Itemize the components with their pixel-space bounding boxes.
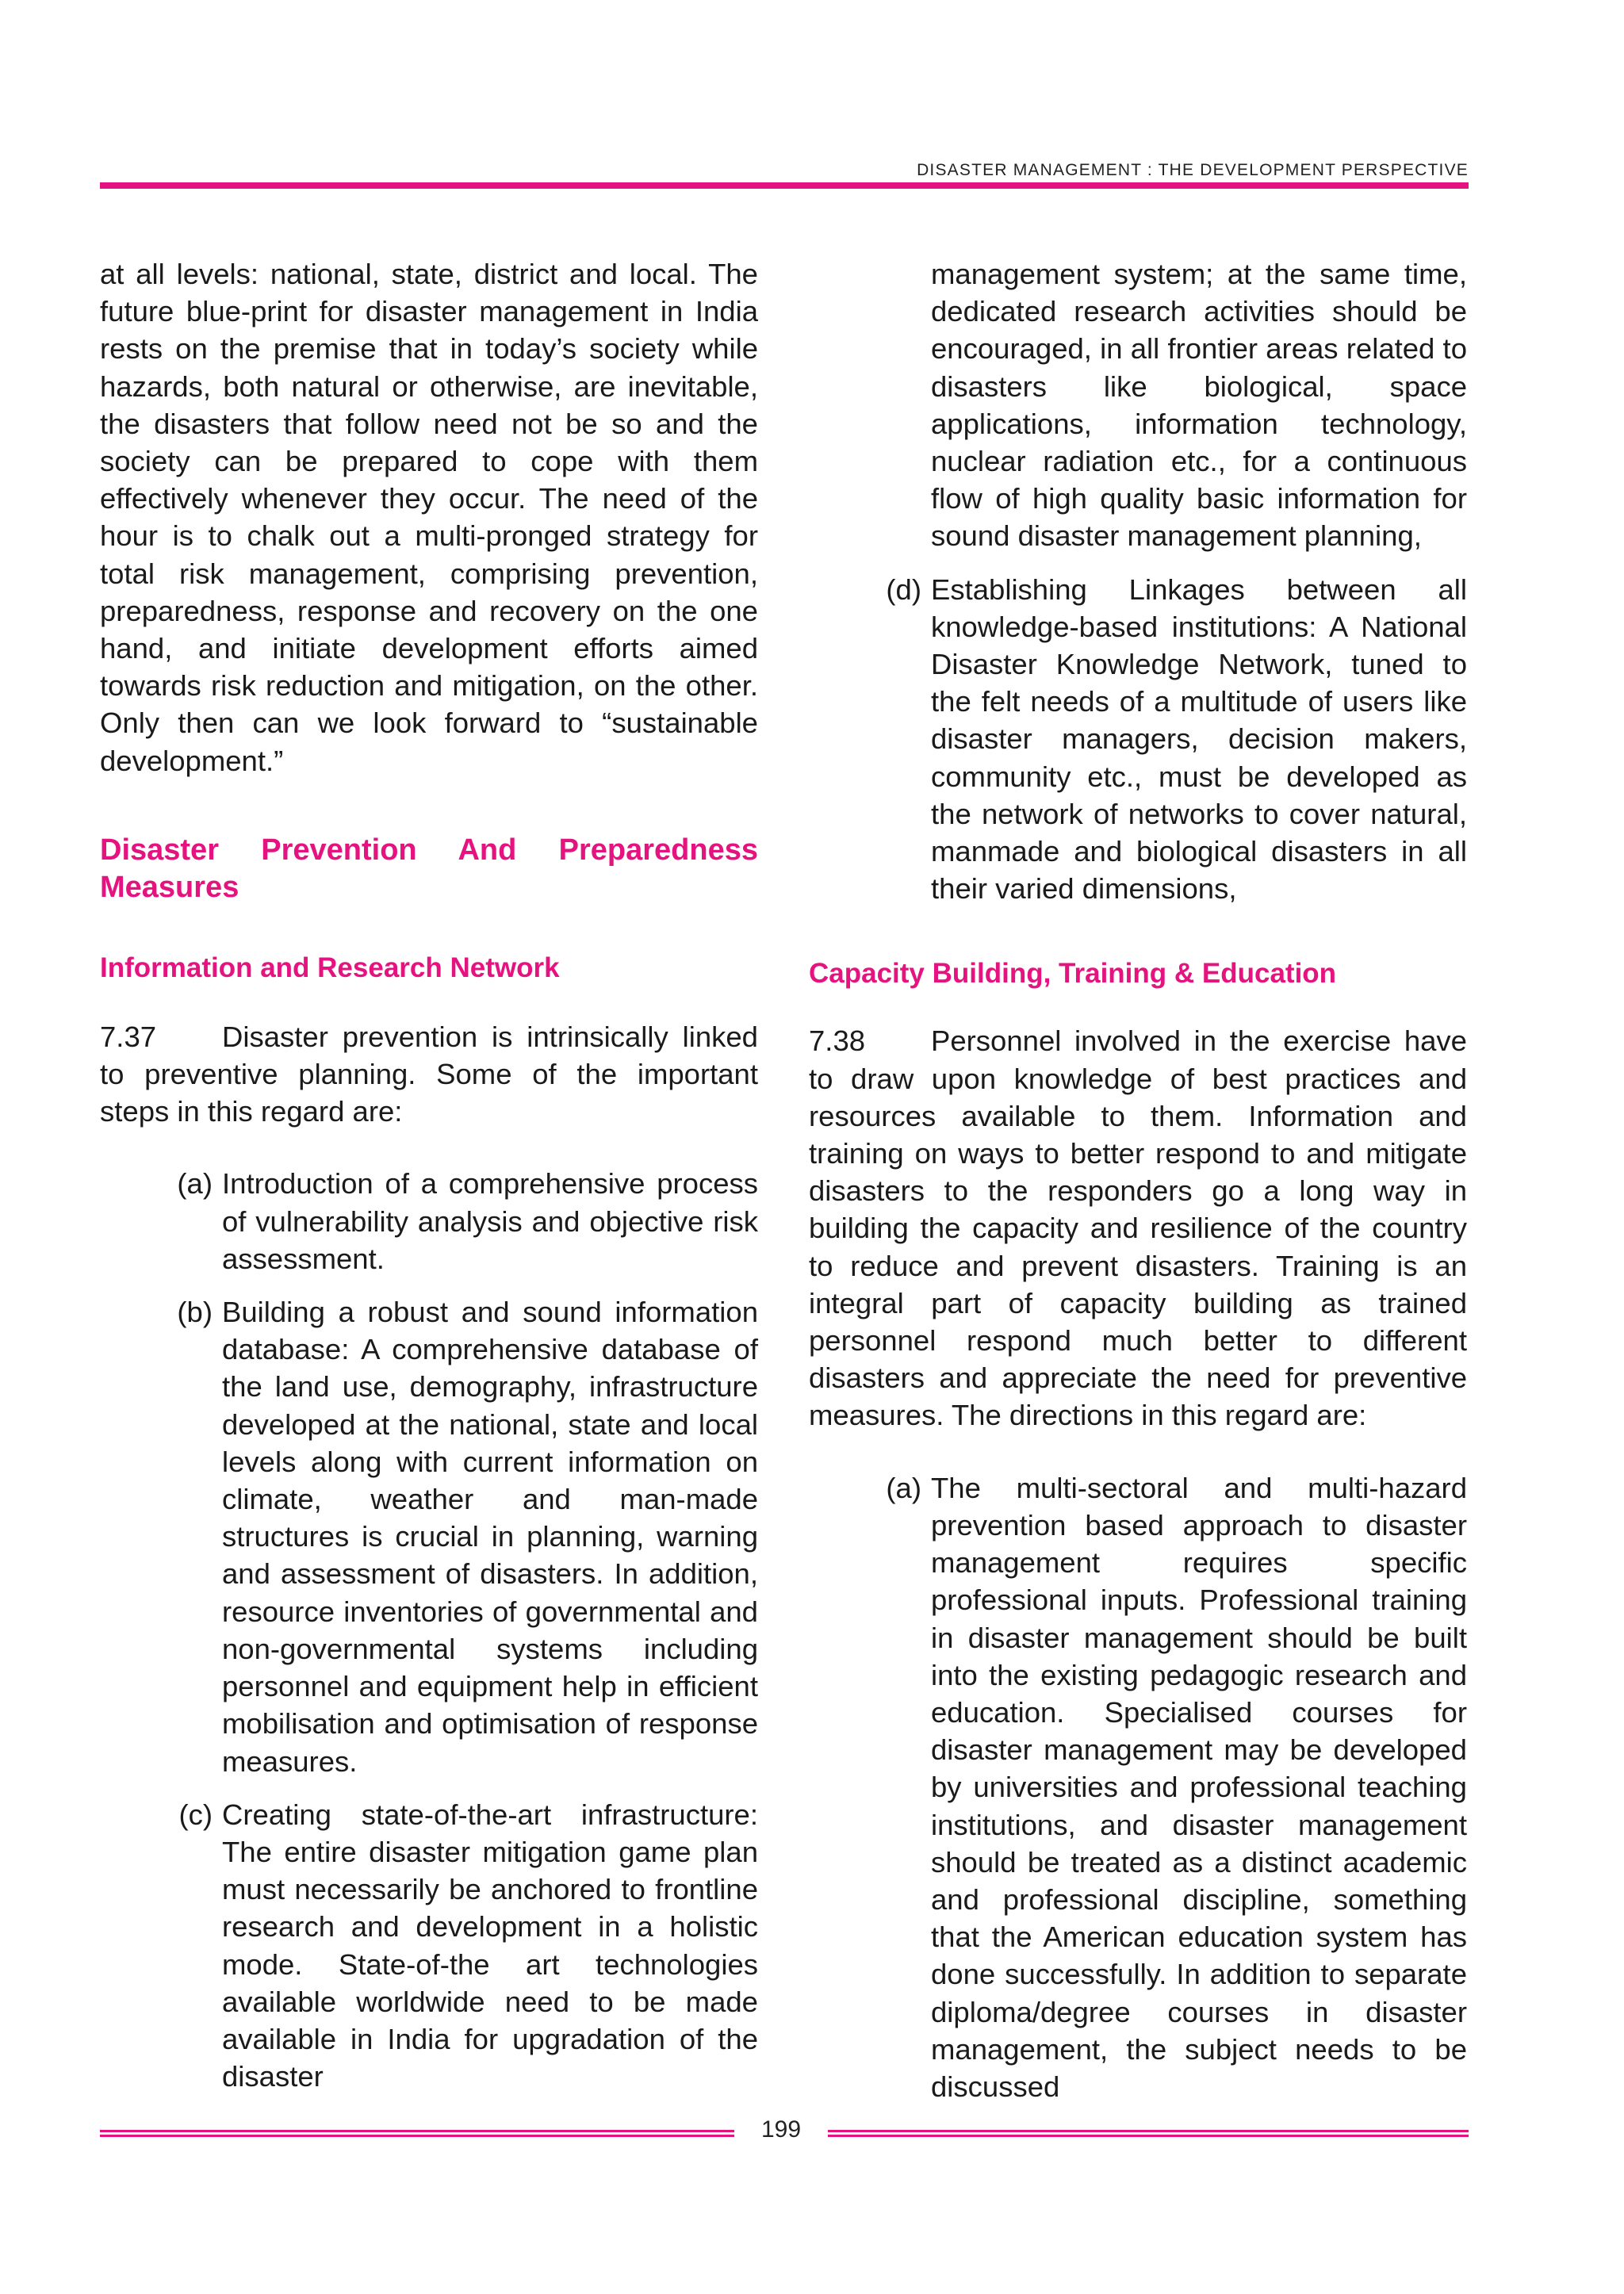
paragraph-number: 7.37 — [100, 1020, 157, 1053]
list-item — [809, 255, 1467, 555]
list-text: Introduction of a comprehensive process of vulnerability analysis and objective risk assessment. — [222, 1167, 758, 1275]
list-text: The multi-sectoral and multi-hazard prevention based approach to disaster management requires specific professional inputs. Professional training in disaster management should be built into the existing pedagogic research and education. Specialised courses for disaster management may be developed by universities and professional teaching institutions, and disaster management should be treated as a distinct academic and professional discipline, something that the American education system has done successfully. In addition to separate diploma/degree courses in disaster management, the subject needs to be discussed — [931, 1471, 1467, 2103]
steps-list — [100, 1165, 758, 2095]
list-label: (a) — [177, 1167, 213, 1201]
list-item — [100, 1165, 758, 1277]
page-number: 199 — [760, 2116, 802, 2143]
paragraph-text: Personnel involved in the exercise have to draw upon knowledge of best practices and resources available to them. Information and training on ways to better respond to and mitigate disasters to the responders go a long way in building the capacity and resilience of the country to reduce and prevent disasters. Training is an integral part of capacity building as trained personnel respond much better to different disasters and appreciate the need for preventive measures. The directions in this regard are: — [809, 1024, 1467, 1432]
left-column — [100, 255, 758, 2095]
list-text: Building a robust and sound information database: A comprehensive database of the land use, demography, infrastructure developed at the national, state and local levels along with current information on climate, weather and man-made structures is crucial in planning, warning and assessment of disasters. In addition, resource inventories of governmental and non-governmental systems including personnel and equipment help in efficient mobilisation and optimisation of response measures. — [222, 1296, 758, 1778]
list-text: Creating state-of-the-art infrastructure: The entire disaster mitigation game plan must necessarily be anchored to frontline research and development in a holistic mode. State-of-the art technologies available worldwide need to be made available in India for upgradation of the disaster — [222, 1798, 758, 2093]
list-text: management system; at the same time, dedicated research activities should be encouraged, in all frontier areas related to disasters like biological, space applications, information technology, nuclear radiation etc., for a continuous flow of high quality basic information for sound disaster management planning, — [931, 258, 1467, 553]
list-text: Establishing Linkages between all knowledge-based institutions: A National Disaster Knowledge Network, tuned to the felt needs of a multitude of users like disaster managers, decision makers, community etc., must be developed as the network of networks to cover natural, manmade and biological disasters in all their varied dimensions, — [931, 573, 1467, 906]
list-label-blank — [809, 255, 931, 555]
list-label: (d) — [886, 573, 921, 606]
footer-rule-left — [100, 2130, 734, 2137]
list-item — [809, 1469, 1467, 2105]
list-item — [100, 1796, 758, 2096]
paragraph-number: 7.38 — [809, 1024, 866, 1058]
list-label: (c) — [178, 1798, 213, 1831]
list-item — [100, 1293, 758, 1780]
paragraph-7-38 — [809, 1022, 1467, 1434]
footer-rule-right — [828, 2130, 1469, 2137]
subsection-heading-information: Information and Research Network — [100, 952, 560, 983]
running-header: DISASTER MANAGEMENT : THE DEVELOPMENT PERSPECTIVE — [917, 161, 1469, 179]
right-column — [809, 255, 1467, 2105]
list-item — [809, 571, 1467, 908]
list-label: (b) — [177, 1296, 213, 1329]
intro-paragraph: at all levels: national, state, district and local. The future blue-print for disaster management in India rests on the premise that in today’s society while hazards, both natural or otherwise, are inevitable, the disasters that follow need not be so and the society can be prepared to cope with them effectively whenever they occur. The need of the hour is to chalk out a multi-pronged strategy for total risk management, comprising prevention, preparedness, response and recovery on the one hand, and initiate development efforts aimed towards risk reduction and mitigation, on the other. Only then can we look forward to “sustainable development.” — [100, 258, 758, 777]
directions-list — [809, 1469, 1467, 2105]
paragraph-text: Disaster prevention is intrinsically linked to preventive planning. Some of the important steps in this regard are: — [100, 1020, 758, 1128]
subsection-heading-capacity: Capacity Building, Training & Education — [809, 958, 1337, 990]
paragraph-7-37 — [100, 1018, 758, 1131]
section-heading: Disaster Prevention And Preparedness Measures — [100, 833, 758, 904]
header-rule — [100, 182, 1469, 189]
list-label: (a) — [886, 1471, 921, 1504]
continued-list — [809, 255, 1467, 907]
